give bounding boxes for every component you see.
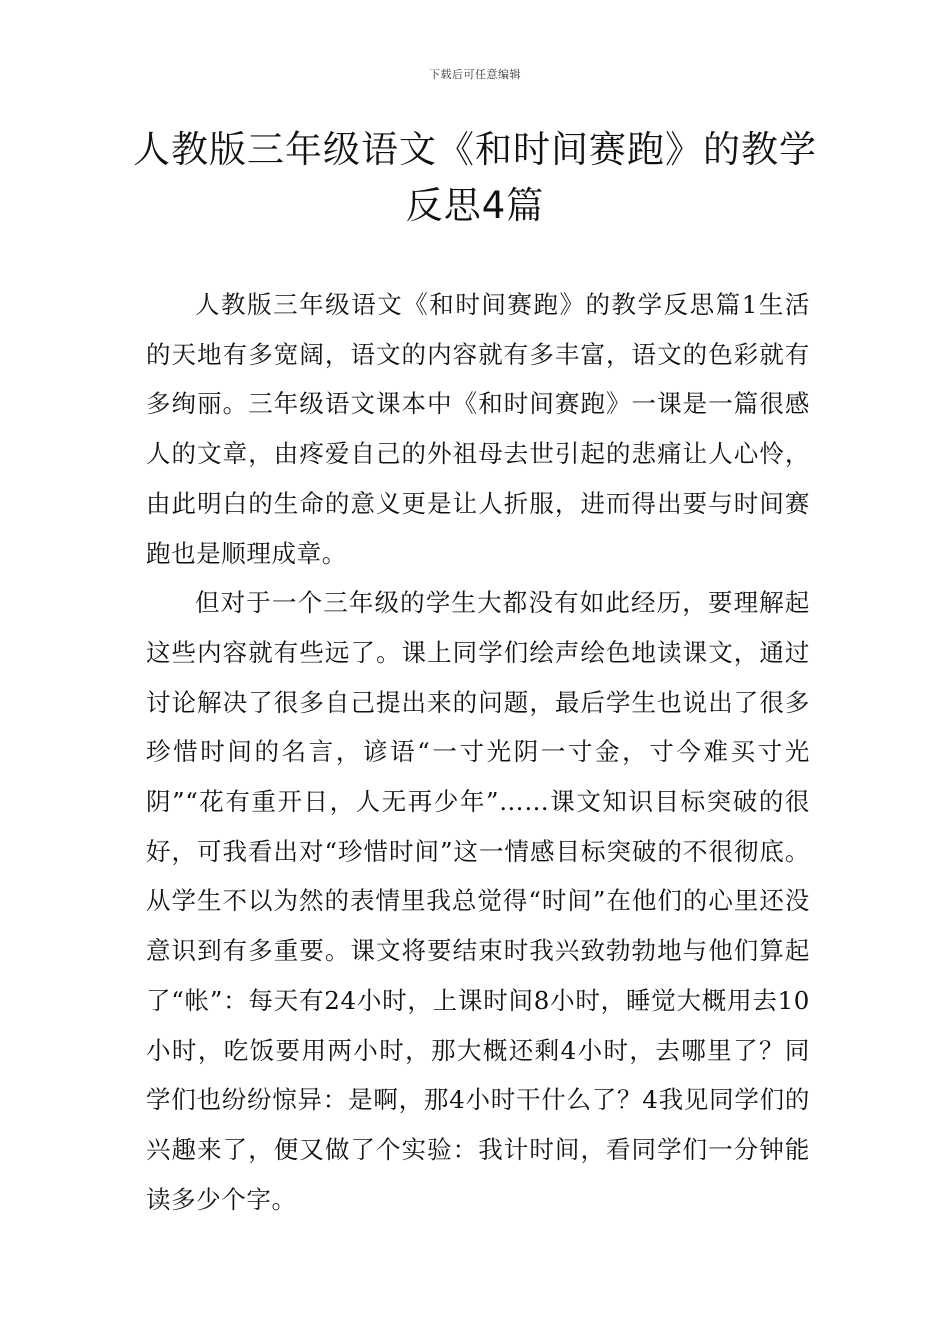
document-body <box>146 280 810 1224</box>
document-title: 人教版三年级语文《和时间赛跑》的教学反思4篇 <box>133 128 817 227</box>
paragraph: 人教版三年级语文《和时间赛跑》的教学反思篇1生活的天地有多宽阔，语文的内容就有多丰富，语文的色彩就有多绚丽。三年级语文课本中《和时间赛跑》一课是一篇很感人的文章，由疼爱自己的外祖母去世引起的悲痛让人心怜，由此明白的生命的意义更是让人折服，进而得出要与时间赛跑也是顺理成章。 <box>146 290 810 568</box>
header-note: 下载后可任意编辑 <box>429 68 521 81</box>
paragraph: 但对于一个三年级的学生大都没有如此经历，要理解起这些内容就有些远了。课上同学们绘声绘色地读课文，通过讨论解决了很多自己提出来的问题，最后学生也说出了很多珍惜时间的名言，谚语“一寸光阴一寸金，寸今难买寸光阴”“花有重开日，人无再少年”……课文知识目标突破的很好，可我看出对“珍惜时间”这一情感目标突破的不很彻底。从学生不以为然的表情里我总觉得“时间”在他们的心里还没意识到有多重要。课文将要结束时我兴致勃勃地与他们算起了“帐”：每天有24小时，上课时间8小时，睡觉大概用去10小时，吃饭要用两小时，那大概还剩4小时，去哪里了？同学们也纷纷惊异：是啊，那4小时干什么了？4我见同学们的兴趣来了，便又做了个实验：我计时间，看同学们一分钟能读多少个字。 <box>146 588 810 1214</box>
